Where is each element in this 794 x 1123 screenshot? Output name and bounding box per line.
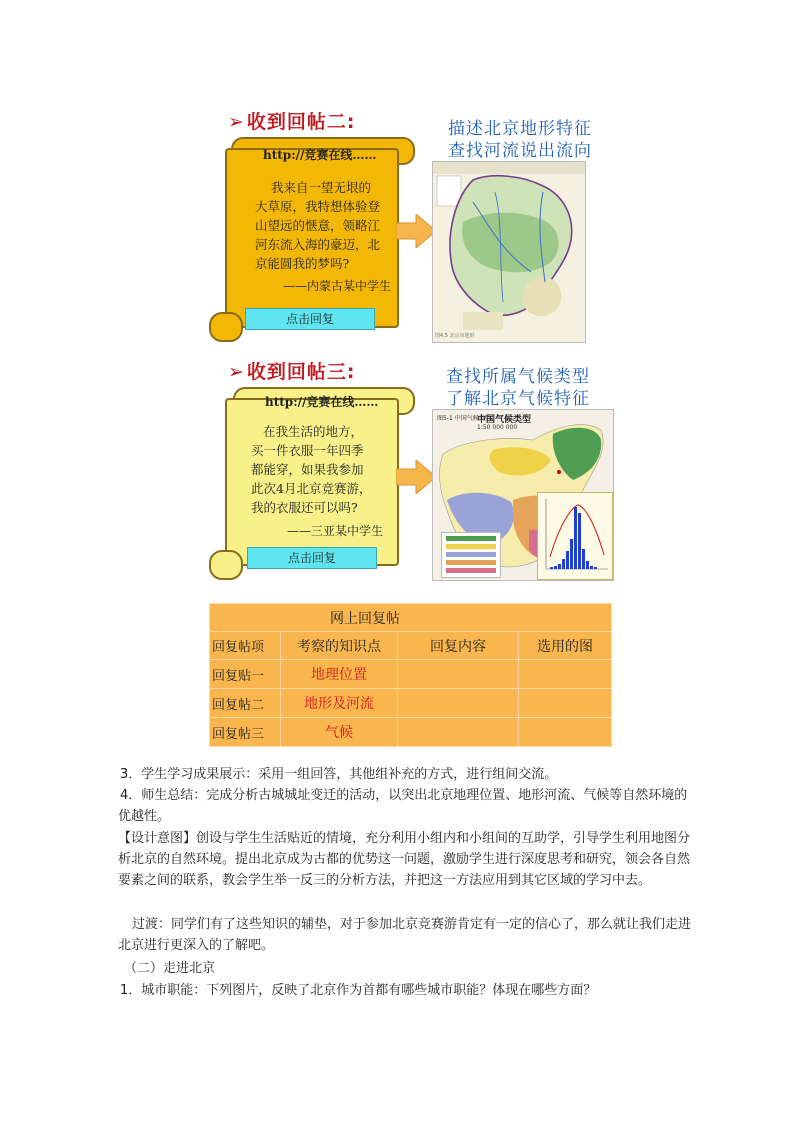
right-arrow-icon [396, 214, 436, 248]
panel2-title [228, 107, 356, 134]
arrow-bullet-icon: ➢ [228, 361, 245, 383]
message-line: 河东流入海的豪迈，北 [255, 237, 381, 252]
post-signature: ——三亚某中学生 [287, 524, 384, 538]
table-cell: 地理位置 [281, 660, 398, 689]
post-signature: ——内蒙古某中学生 [283, 279, 392, 293]
climate-map-title: 中国气候类型 [477, 415, 532, 425]
map-caption-2 [448, 118, 592, 162]
table-title: 网上回复帖 [210, 604, 612, 632]
reply-button[interactable]: 点击回复 [247, 547, 377, 569]
table-header: 回复帖项 [210, 632, 281, 660]
caption-line: 查找河流说出流向 [448, 141, 592, 161]
reply-table-grid [209, 603, 612, 747]
map-caption-3 [446, 366, 590, 410]
caption-line: 了解北京气候特征 [446, 389, 590, 409]
climate-chart-inset [537, 492, 613, 580]
table-cell [519, 689, 612, 718]
message-line: 在我生活的地方， [263, 424, 364, 439]
table-row [210, 718, 612, 747]
arrow-bullet-icon: ➢ [228, 111, 245, 133]
table-cell: 回复贴一 [210, 660, 281, 689]
paragraph-city-function: 1．城市职能：下列图片，反映了北京作为首都有哪些城市职能？体现在哪些方面？ [120, 983, 597, 998]
panel3-title [228, 357, 356, 384]
china-climate-map [432, 409, 614, 581]
paragraph-result-display: 3．学生学习成果展示：采用一组回答，其他组补充的方式，进行组间交流。 [120, 767, 558, 782]
table-cell [398, 689, 519, 718]
paragraph-design-intent: 【设计意图】创设与学生生活贴近的情境，充分利用小组内和小组间的互助学，引导学生利用地图分析北京的自然环境。提出北京成为古都的优势这一问题，激励学生进行深度思考和研究，领会各自然要素之间的联系，教会学生举一反三的分析方法，并把这一方法应用到其它区域的学习中去。 [118, 831, 691, 888]
section-heading: （二）走进北京 [124, 961, 216, 976]
message-line: 京能圆我的梦吗? [255, 256, 350, 271]
panel2-title-text: 收到回帖二: [246, 111, 356, 133]
map-footnote: 图4.5 北京市地形 [435, 333, 475, 339]
right-arrow-icon [396, 460, 436, 494]
caption-line: 描述北京地形特征 [448, 119, 592, 139]
table-cell [519, 718, 612, 747]
message-line: 此次4月北京竞赛游， [251, 481, 372, 496]
table-cell [398, 718, 519, 747]
post-message [255, 178, 395, 273]
climate-legend [441, 532, 501, 578]
panel3-title-text: 收到回帖三: [246, 361, 356, 383]
message-line: 大草原，我特想体验登 [255, 199, 381, 214]
table-row [210, 660, 612, 689]
scroll-bottom-curl [209, 312, 243, 342]
beijing-terrain-map [432, 161, 586, 343]
table-cell: 回复帖三 [210, 718, 281, 747]
message-line: 买一件衣服一年四季 [251, 443, 364, 458]
table-cell: 回复帖二 [210, 689, 281, 718]
post-message [251, 422, 391, 517]
climate-map-code: 图5-1 中国气候类型 [437, 415, 491, 422]
reply-table [209, 603, 612, 747]
message-line: 都能穿，如果我参加 [251, 462, 364, 477]
scroll-bottom-curl [209, 550, 243, 580]
paragraph-transition: 过渡：同学们有了这些知识的辅垫，对于参加北京竞赛游肯定有一定的信心了，那么就让我们走进北京进行更深入的了解吧。 [118, 917, 692, 953]
table-header-row [210, 632, 612, 660]
post-url: http://竞赛在线…… [263, 148, 377, 162]
paragraph-summary: 4．师生总结：完成分析古城城址变迁的活动，以突出北京地理位置、地形河流、气候等自然环境的优越性。 [118, 788, 688, 824]
table-cell [398, 660, 519, 689]
terrain-map-graphic [433, 162, 585, 342]
climate-bar-graphic [538, 493, 612, 579]
caption-line: 查找所属气候类型 [446, 367, 590, 387]
post-url: http://竞赛在线…… [265, 395, 379, 409]
scroll-message-2 [207, 134, 417, 342]
climate-map-scale: 1:50 000 000 [477, 424, 518, 431]
message-line: 山望远的惬意，领略江 [255, 218, 381, 233]
table-header: 选用的图 [519, 632, 612, 660]
table-cell [519, 660, 612, 689]
table-cell: 地形及河流 [281, 689, 398, 718]
table-header: 考察的知识点 [281, 632, 398, 660]
message-line: 我来自一望无垠的 [271, 180, 372, 195]
table-cell: 气候 [281, 718, 398, 747]
message-line: 我的衣服还可以吗? [251, 500, 358, 515]
scroll-message-3 [207, 384, 417, 580]
table-header: 回复内容 [398, 632, 519, 660]
reply-button[interactable]: 点击回复 [245, 308, 375, 330]
table-row [210, 689, 612, 718]
